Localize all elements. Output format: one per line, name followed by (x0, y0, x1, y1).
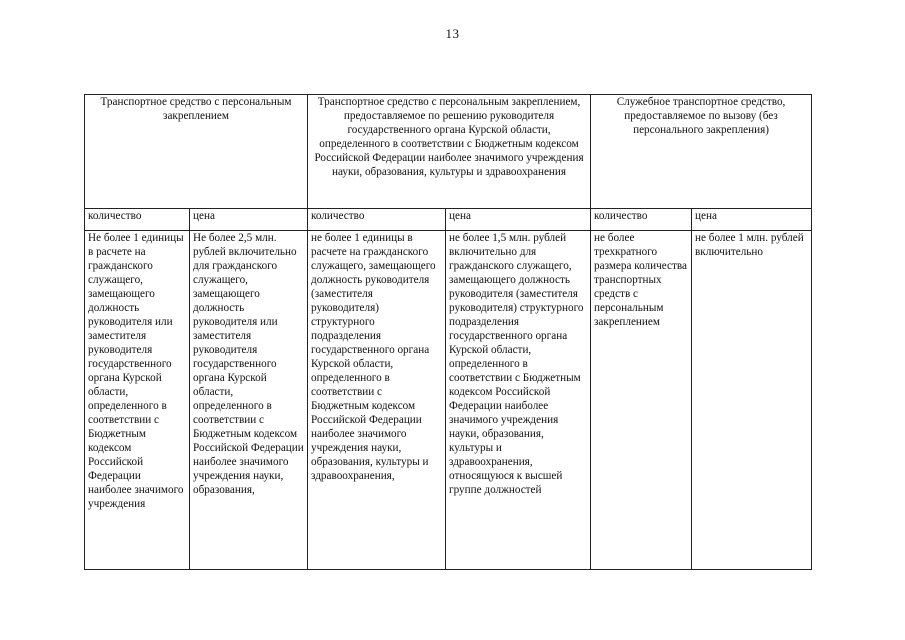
table-cell (591, 231, 692, 570)
column-header-price: цена (190, 209, 308, 231)
table-cell (446, 231, 591, 570)
cell-text: Не более 1 единицы в расчете на гражданского служащего, замещающего должность руководителя или заместителя руководителя государственного органа Курской области, определенного в соответствии с Бюджетным кодексом Российской Федерации наиболее значимого учреждения (88, 232, 184, 510)
group-header-personal-by-decision: Транспортное средство с персональным закреплением, предоставляемое по решению руководителя государственного органа Курской области, определенного в соответствии с Бюджетным кодексом Российской Федерации наиболее значимого учреждения науки, образования, культуры и здравоохранения (308, 95, 591, 209)
table-cell (308, 231, 446, 570)
column-header-row (85, 209, 812, 231)
cell-text: не более 1 млн. рублей включительно (695, 232, 804, 258)
column-header-quantity: количество (308, 209, 446, 231)
group-header-on-call: Служебное транспортное средство, предоставляемое по вызову (без персонального закрепления) (591, 95, 812, 209)
page-number: 13 (445, 26, 460, 41)
column-header-price: цена (692, 209, 812, 231)
group-header-personal: Транспортное средство с персональным закреплением (85, 95, 308, 209)
column-header-quantity: количество (591, 209, 692, 231)
group-header-row (85, 95, 812, 209)
cell-text: Не более 2,5 млн. рублей включительно для гражданского служащего, замещающего должность руководителя или заместителя руководителя государственного органа Курской области, определенного в соответствии с Бюджетным кодексом Российской Федерации наиболее значимого учреждения науки, образования, (193, 232, 304, 496)
table-cell (692, 231, 812, 570)
table-cell (190, 231, 308, 570)
vehicle-norms-table (84, 94, 812, 570)
cell-text: не более трехкратного размера количества транспортных средств с персональным закреплением (594, 232, 687, 328)
column-header-price: цена (446, 209, 591, 231)
column-header-quantity: количество (85, 209, 190, 231)
table-row (85, 231, 812, 570)
cell-text: не более 1 единицы в расчете на гражданского служащего, замещающего должность руководителя (заместителя руководителя) структурного подразделения государственного органа Курской области, определенного в соответствии с Бюджетным кодексом Российской Федерации наиболее значимого учреждения науки, образования, культуры и здравоохранения, (311, 232, 436, 482)
cell-text: не более 1,5 млн. рублей включительно для гражданского служащего, замещающего должность руководителя (заместителя руководителя) структурного подразделения государственного органа Курской области, определенного в соответствии с Бюджетным кодексом Российской Федерации наиболее значимого учреждения науки, образования, культуры и здравоохранения, относящуюся к высшей группе должностей (449, 232, 584, 496)
table-cell (85, 231, 190, 570)
